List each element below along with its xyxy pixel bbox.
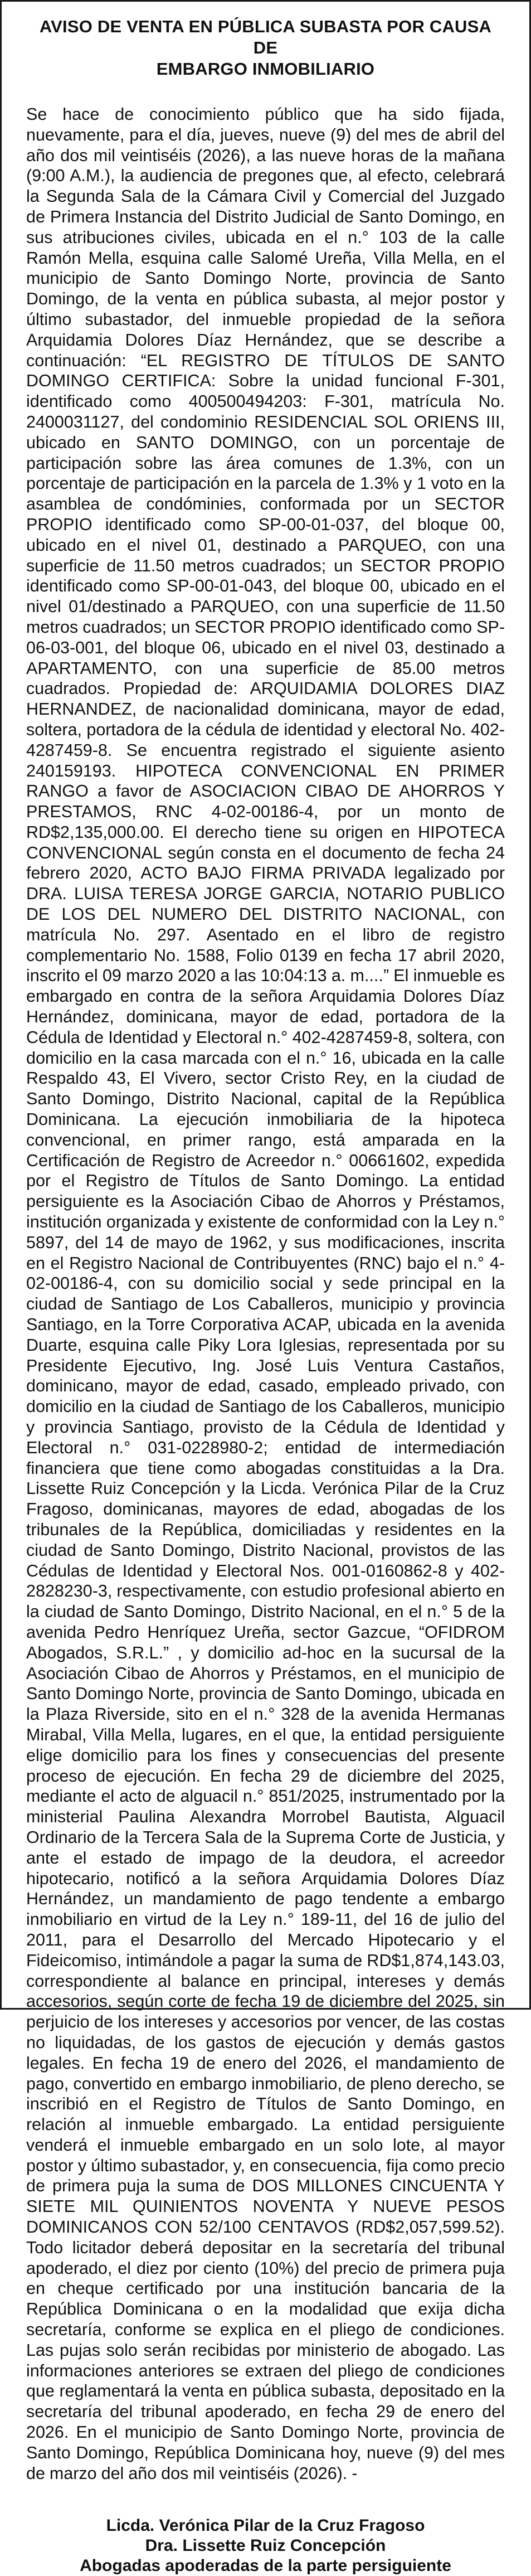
signature-lawyer-1: Licda. Verónica Pilar de la Cruz Fragoso — [106, 2516, 425, 2535]
signature-block — [26, 2516, 505, 2576]
notice-title-line-1: AVISO DE VENTA EN PÚBLICA SUBASTA POR CAUSA DE — [39, 17, 492, 57]
notice-title — [26, 16, 505, 80]
signature-lawyer-2: Dra. Lissette Ruiz Concepción — [145, 2536, 386, 2555]
signature-role: Abogadas apoderadas de la parte persiguiente — [80, 2556, 451, 2575]
notice-body: Se hace de conocimiento público que ha sido fijada, nuevamente, para el día, jueves, nueve (9) del mes de abril del año dos mil veintiséis (2026), a las nueve horas de la mañana (9:00 A.M.), la audiencia de pregones que, al efecto, celebrará la Segunda Sala de la Cámara Civil y Comercial del Juzgado de Primera Instancia del Distrito Judicial de Santo Domingo, en sus atribuciones civiles, ubicada en el n.° 103 de la calle Ramón Mella, esquina calle Salomé Ureña, Villa Mella, en el municipio de Santo Domingo Norte, provincia de Santo Domingo, de la venta en pública subasta, al mejor postor y último subastador, del inmueble propiedad de la señora Arquidamia Dolores Díaz Hernández, que se describe a continuación: “EL REGISTRO DE TÍTULOS DE SANTO DOMINGO CERTIFICA: Sobre la unidad funcional F-301, identificado como 400500494203: F-301, matrícula No. 2400031127, del condominio RESIDENCIAL SOL ORIENS III, ubicado en SANTO DOMINGO, con un porcentaje de participación sobre las área comunes de 1.3%, con un porcentaje de participación en la parcela de 1.3% y 1 voto en la asamblea de condóminies, conformada por un SECTOR PROPIO identificado como SP-00-01-037, del bloque 00, ubicado en el nivel 01, destinado a PARQUEO, con una superficie de 11.50 metros cuadrados; un SECTOR PROPIO identificado como SP-00-01-043, del bloque 00, ubicado en el nivel 01/destinado a PARQUEO, con una superficie de 11.50 metros cuadrados; un SECTOR PROPIO identificado como SP-06-03-001, del bloque 06, ubicado en el nivel 03, destinado a APARTAMENTO, con una superficie de 85.00 metros cuadrados. Propiedad de: ARQUIDAMIA DOLORES DIAZ HERNANDEZ, de nacionalidad dominicana, mayor de edad, soltera, portadora de la cédula de identidad y electoral No. 402-4287459-8. Se encuentra registrado el siguiente asiento 240159193. HIPOTECA CONVENCIONAL EN PRIMER RANGO a favor de ASOCIACION CIBAO DE AHORROS Y PRESTAMOS, RNC 4-02-00186-4, por un monto de RD$2,135,000.00. El derecho tiene su origen en HIPOTECA CONVENCIONAL según consta en el documento de fecha 24 febrero 2020, ACTO BAJO FIRMA PRIVADA legalizado por DRA. LUISA TERESA JORGE GARCIA, NOTARIO PUBLICO DE LOS DEL NUMERO DEL DISTRITO NACIONAL, con matrícula No. 297. Asentado en el libro de registro complementario No. 1588, Folio 0139 en fecha 17 abril 2020, inscrito el 09 marzo 2020 a las 10:04:13 a. m....” El inmueble es embargado en contra de la señora Arquidamia Dolores Díaz Hernández, dominicana, mayor de edad, portadora de la Cédula de Identidad y Electoral n.° 402-4287459-8, soltera, con domicilio en la casa marcada con el n.° 16, ubicada en la calle Respaldo 43, El Vivero, sector Cristo Rey, en la ciudad de Santo Domingo, Distrito Nacional, capital de la República Dominicana. La ejecución inmobiliaria de la hipoteca convencional, en primer rango, está amparada en la Certificación de Registro de Acreedor n.° 00661602, expedida por el Registro de Títulos de Santo Domingo. La entidad persiguiente es la Asociación Cibao de Ahorros y Préstamos, institución organizada y existente de conformidad con la Ley n.° 5897, del 14 de mayo de 1962, y sus modificaciones, inscrita en el Registro Nacional de Contribuyentes (RNC) bajo el n.° 4-02-00186-4, con su domicilio social y sede principal en la ciudad de Santiago de Los Caballeros, municipio y provincia Santiago, en la Torre Corporativa ACAP, ubicada en la avenida Duarte, esquina calle Piky Lora Iglesias, representada por su Presidente Ejecutivo, Ing. José Luis Ventura Castaños, dominicano, mayor de edad, casado, empleado privado, con domicilio en la ciudad de Santiago de los Caballeros, municipio y provincia Santiago, provisto de la Cédula de Identidad y Electoral n.° 031-0228980-2; entidad de intermediación financiera que tiene como abogadas constituidas a la Dra. Lissette Ruiz Concepción y la Licda. Verónica Pilar de la Cruz Fragoso, dominicanas, mayores de edad, abogadas de los tribunales de la República, domiciliadas y residentes en la ciudad de Santo Domingo, Distrito Nacional, provistos de las Cédulas de Identidad y Electoral Nos. 001-0160862-8 y 402-2828230-3, respectivamente, con estudio profesional abierto en la ciudad de Santo Domingo, Distrito Nacional, en el n.° 5 de la avenida Pedro Henríquez Ureña, sector Gazcue, “OFIDROM Abogados, S.R.L.” , y domicilio ad-hoc en la sucursal de la Asociación Cibao de Ahorros y Préstamos, en el municipio de Santo Domingo Norte, provincia de Santo Domingo, ubicada en la Plaza Riverside, sito en el n.° 328 de la avenida Hermanas Mirabal, Villa Mella, lugares, en el que, la entidad persiguiente elige domicilio para los fines y consecuencias del presente proceso de ejecución. En fecha 29 de diciembre del 2025, mediante el acto de alguacil n.° 851/2025, instrumentado por la ministerial Paulina Alexandra Morrobel Bautista, Alguacil Ordinario de la Tercera Sala de la Suprema Corte de Justicia, y ante el estado de impago de la deudora, el acreedor hipotecario, notificó a la señora Arquidamia Dolores Díaz Hernández, un mandamiento de pago tendente a embargo inmobiliario en virtud de la Ley n.° 189-11, del 16 de julio del 2011, para el Desarrollo del Mercado Hipotecario y el Fideicomiso, intimándole a pagar la suma de RD$1,874,143.03, correspondiente al balance en principal, intereses y demás accesorios, según corte de fecha 19 de diciembre del 2025, sin perjuicio de los intereses y accesorios por vencer, de las costas no liquidadas, de los gastos de ejecución y demás gastos legales. En fecha 19 de enero del 2026, el mandamiento de pago, convertido en embargo inmobiliario, de pleno derecho, se inscribió en el Registro de Títulos de Santo Domingo, en relación al inmueble embargado. La entidad persiguiente venderá el inmueble embargado en un solo lote, al mayor postor y último subastador, y, en consecuencia, fija como precio de primera puja la suma de DOS MILLONES CINCUENTA Y SIETE MIL QUINIENTOS NOVENTA Y NUEVE PESOS DOMINICANOS CON 52/100 CENTAVOS (RD$2,057,599.52). Todo licitador deberá depositar en la secretaría del tribunal apoderado, el diez por ciento (10%) del precio de primera puja en cheque certificado por una institución bancaria de la República Dominicana o en la modalidad que exija dicha secretaría, conforme se explica en el pliego de condiciones. Las pujas solo serán recibidas por ministerio de abogado. Las informaciones anteriores se extraen del pliego de condiciones que reglamentará la venta en pública subasta, depositado en la secretaría del tribunal apoderado, en fecha 29 de enero del 2026. En el municipio de Santo Domingo Norte, provincia de Santo Domingo, República Dominicana hoy, nueve (9) del mes de marzo del año dos mil veintiséis (2026). - — [26, 105, 505, 2483]
notice-title-line-2: EMBARGO INMOBILIARIO — [156, 59, 375, 79]
